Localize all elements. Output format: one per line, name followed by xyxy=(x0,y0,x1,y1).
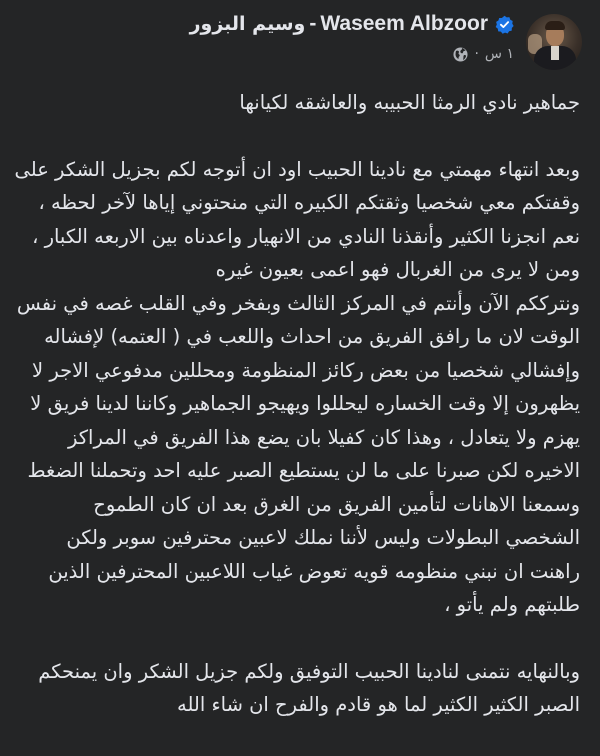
post-paragraph-1: وبعد انتهاء مهمتي مع نادينا الحبيب اود ان أتوجه لكم بجزيل الشكر على وقفتكم معي شخصيا وثقتكم الكبيره التي منحتوني إياها لآخر لحظه ، xyxy=(14,157,580,214)
paragraph-spacer xyxy=(14,622,580,655)
verified-badge-icon xyxy=(495,15,514,34)
name-separator: - xyxy=(309,12,317,35)
author-name-line[interactable] xyxy=(190,12,514,36)
globe-icon[interactable] xyxy=(453,47,468,62)
post-body xyxy=(14,86,580,722)
post-greeting: جماهير نادي الرمثا الحبيبه والعاشقه لكيانها xyxy=(239,91,580,114)
author-name-latin[interactable]: Waseem Albzoor xyxy=(320,12,488,35)
author-name-arabic[interactable]: وسيم البزور xyxy=(189,13,306,35)
post-closing: وبالنهايه نتمنى لنادينا الحبيب التوفيق ولكم جزيل الشكر وان يمنحكم الصبر الكثير الكثير لما هو قادم والفرح ان شاء الله xyxy=(38,659,580,716)
meta-separator-dot: · xyxy=(474,46,479,62)
avatar-hair xyxy=(545,21,565,30)
post-paragraph-2: نعم انجزنا الكثير وأنقذنا النادي من الانهيار واعدناه بين الاربعه الكبار ، ومن لا يرى من الغربال فهو اعمى بعيون غيره xyxy=(32,224,580,281)
post-paragraph-3: ونترككم الآن وأنتم في المركز الثالث وبفخر وفي القلب غصه في نفس الوقت لان ما رافق الفريق من احداث واللعب في ( العتمه) لإفشاله وإفشالي شخصيا من بعض ركائز المنظومة ومحللين مدفوعي الاجر لا يظهرون إلا وقت الخساره ليحللوا ويهيجو الجماهير وكاننا لدينا فريق لا يهزم ولا يتعادل ، وهذا كان كفيلا بان يضع هذا الفريق في المراكز الاخيره لكن صبرنا على ما لن يستطيع الصبر عليه احد وتحملنا الضغط وسمعنا الاهانات لتأمين الفريق من الغرق بعد ان كان الطموح الشخصي البطولات وليس لأننا نملك لاعبين محترفين سوبر ولكن راهنت ان نبني منظومه قويه تعوض غياب اللاعبين المحترفين الذين طلبتهم ولم يأتو ، xyxy=(16,291,580,616)
post-meta xyxy=(453,46,514,62)
post-timestamp[interactable]: ١ س xyxy=(484,46,514,62)
post-header xyxy=(0,0,600,80)
avatar-shirt xyxy=(551,46,559,60)
author-avatar[interactable] xyxy=(526,14,582,70)
paragraph-spacer xyxy=(14,120,580,153)
